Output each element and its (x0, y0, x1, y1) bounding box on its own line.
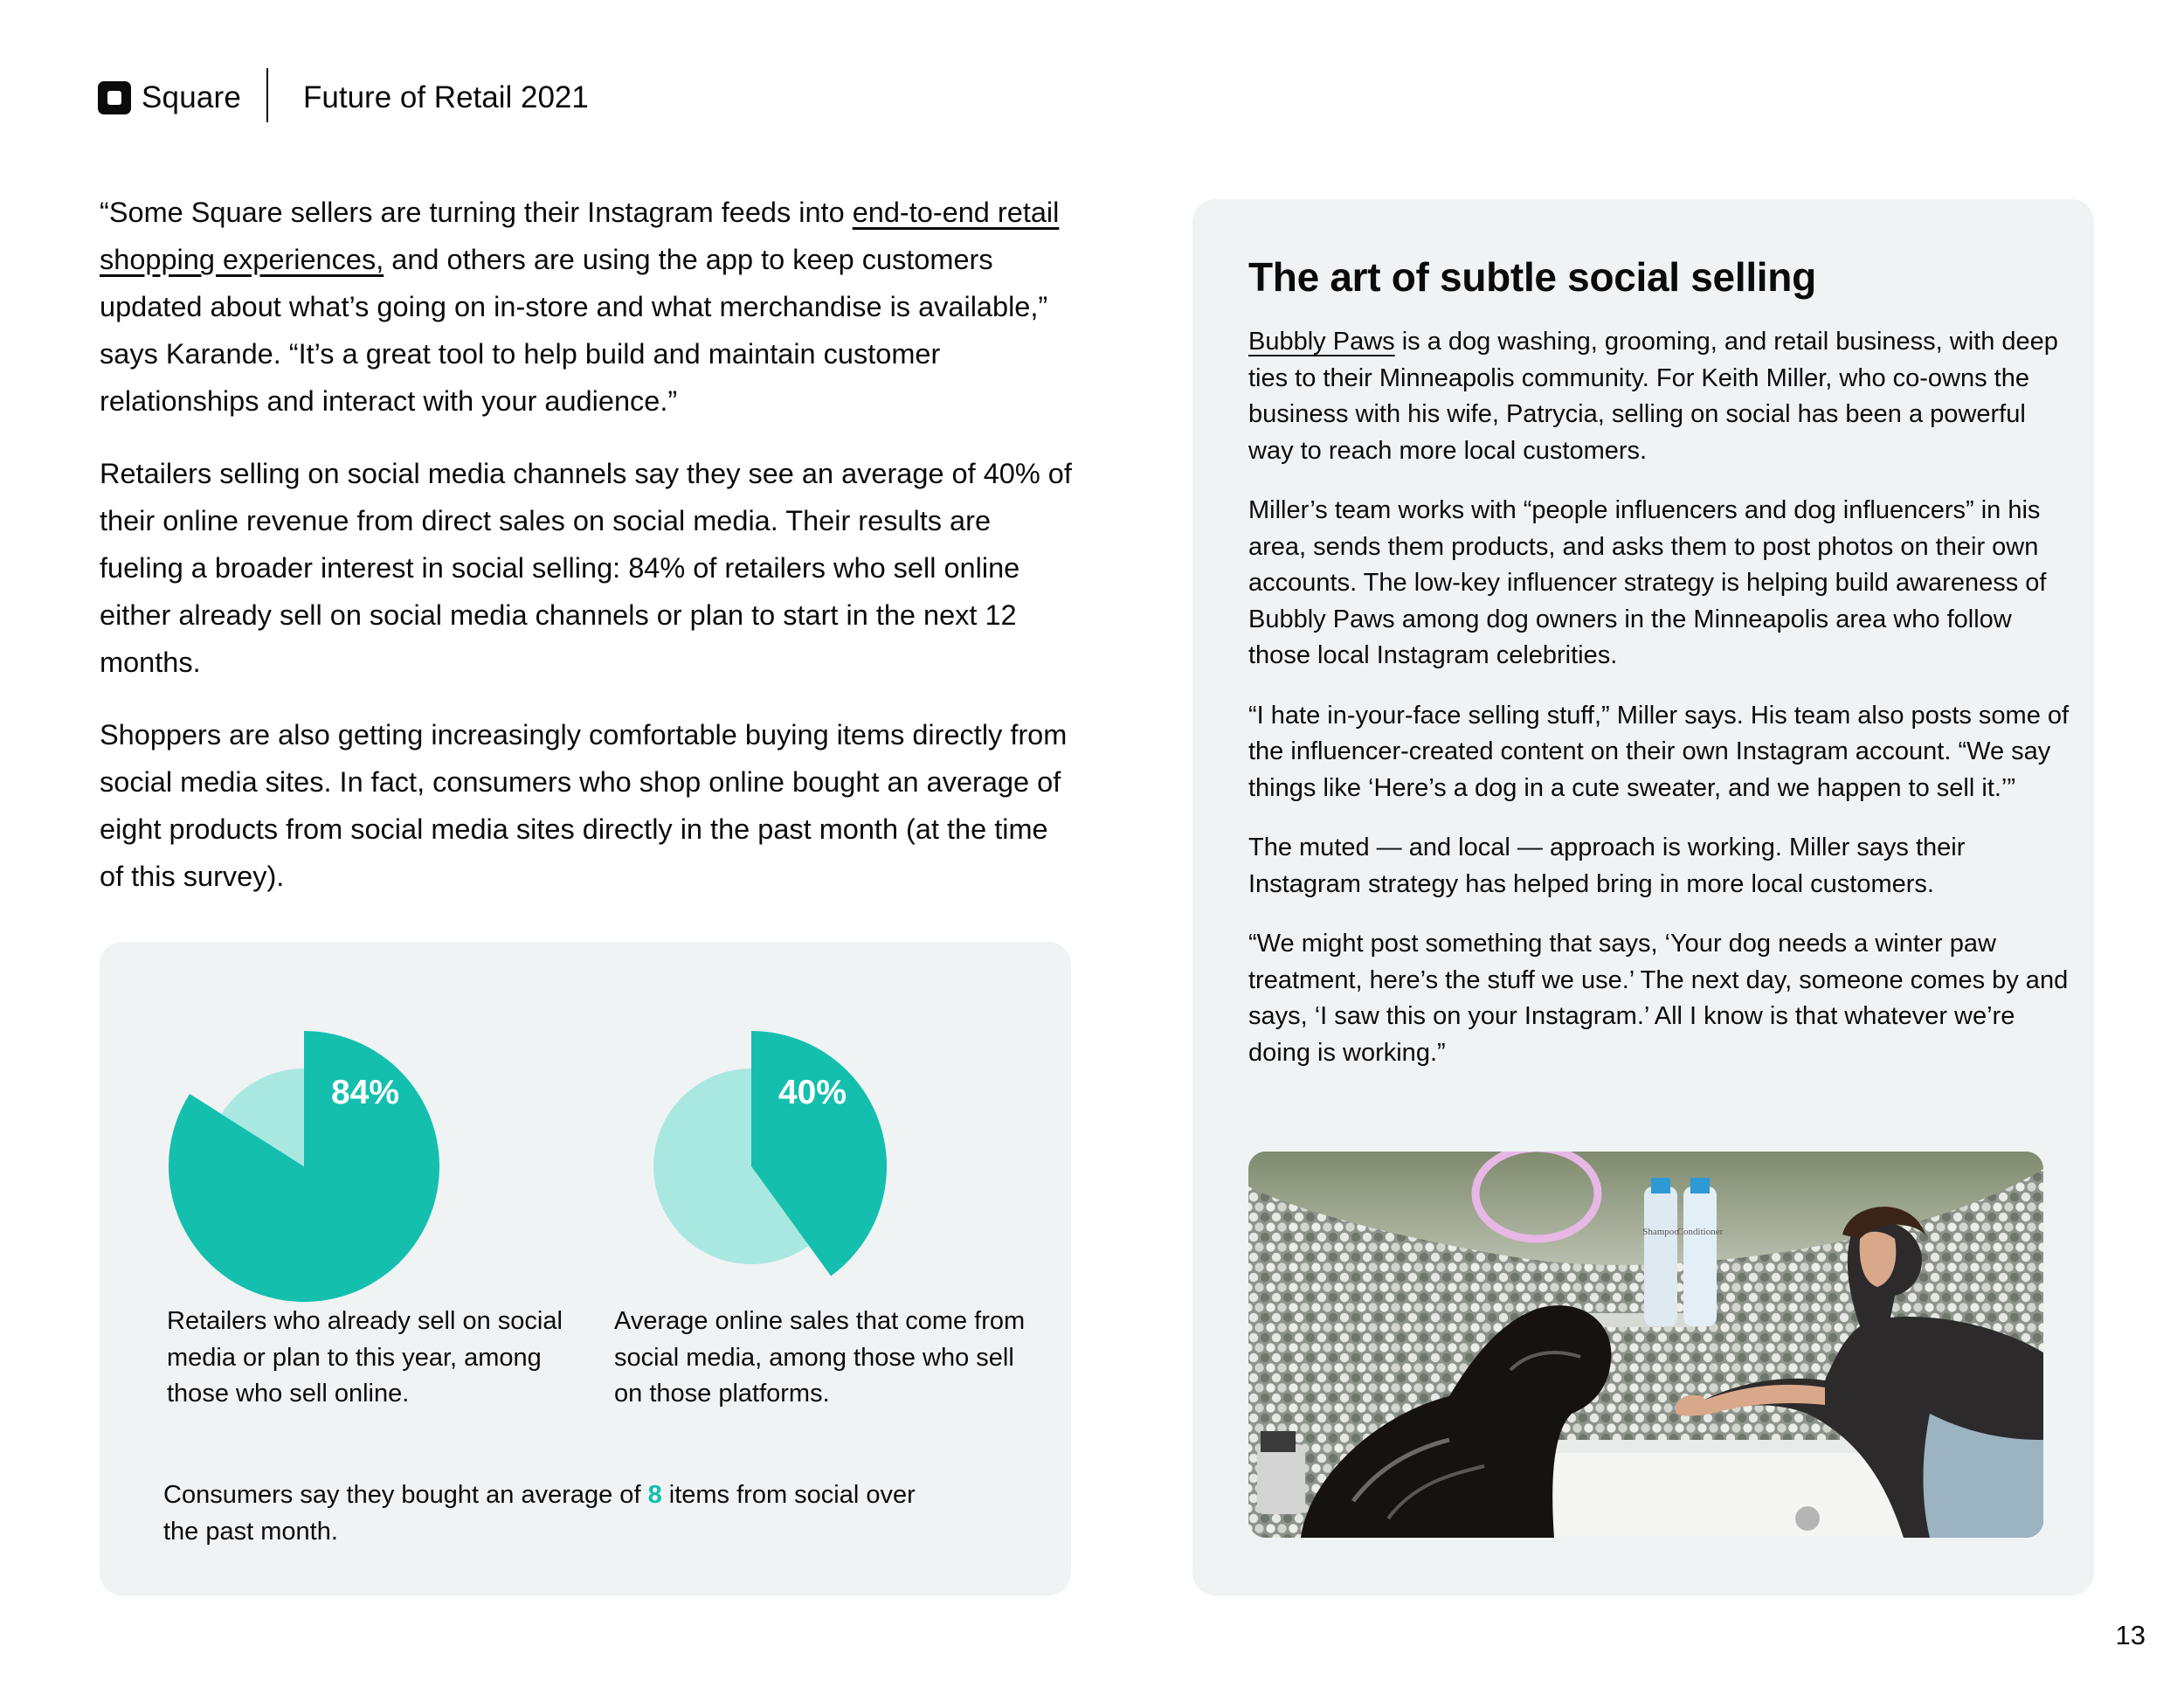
paragraph-3: Shoppers are also getting increasingly comfortable buying items directly from social media sites. In fact, consumers who shop online bought an average of eight products from social media sites directly in the past month (at the time of this survey). (100, 719, 1068, 892)
bottle-label-conditioner: Conditioner (1676, 1227, 1724, 1237)
pie-chart-40 (577, 992, 926, 1341)
sidebar-paragraph-2: Miller’s team works with “people influencers and dog influencers” in his area, sends them products, and asks them to post photos on their own accounts. The low-key influencer strategy is helping build awareness of Bubbly Paws among dog owners in the Minneapolis area who follow those local Instagram celebrities. (1248, 496, 2047, 669)
photo-illustration (1248, 1152, 2043, 1538)
header-divider (266, 68, 268, 122)
stat-caption-40: Average online sales that come from social media, among those who sell on those platforms. (614, 1307, 1026, 1408)
pie-slice-primary (169, 1031, 439, 1302)
pie-value-label: 84% (330, 1074, 400, 1111)
pie-value-label: 40% (778, 1074, 847, 1111)
brand-logo (98, 77, 241, 119)
square-logo-icon (98, 81, 131, 114)
sidebar-body (1248, 324, 2070, 1095)
sidebar-paragraph-4: The muted — and local — approach is working. Miller says their Instagram strategy has helped bring in more local customers. (1248, 834, 1966, 898)
paragraph-1: “Some Square sellers are turning their Instagram feeds into end-to-end retail shopping experiences, and others are using the app to keep customers updated about what’s going on in-store and what merchandise is available,” says Karande. “It’s a great tool to help build and maintain customer relationships and interact with your audience.” (100, 197, 1060, 417)
sidebar-title: The art of subtle social selling (1248, 254, 1816, 300)
bubbly-paws-link[interactable]: Bubbly Paws (1248, 328, 1395, 356)
document-title: Future of Retail 2021 (303, 80, 589, 114)
highlight-number: 8 (647, 1481, 662, 1509)
bottle-label-shampoo: Shampoo (1642, 1227, 1679, 1237)
dog-washing-photo (1248, 1152, 2043, 1538)
consumers-stat: Consumers say they bought an average of 8 items from social over the past month. (163, 1481, 916, 1546)
sidebar-paragraph-3: “I hate in-your-face selling stuff,” Miller says. His team also posts some of the influencer-created content on their own Instagram account. “We say things like ‘Here’s a dog in a cute sweater, and we happen to sell it.’” (1248, 701, 2070, 802)
paragraph-2: Retailers selling on social media channels say they see an average of 40% of their online revenue from direct sales on social media. Their results are fueling a broader interest in social selling: 84% of retailers who sell online either already sell on social media channels or plan to start in the next 12 months. (100, 458, 1072, 678)
end-to-end-link[interactable]: end-to-end retail shopping experiences, (100, 197, 1060, 275)
sidebar-paragraph-5: “We might post something that says, ‘Your dog needs a winter paw treatment, here’s the stuff we use.’ The next day, someone comes by and says, ‘I saw this on your Instagram.’ All I know is that whatever we’re doing is working.” (1248, 930, 2069, 1067)
pie-chart-84 (129, 992, 479, 1341)
left-column-text (100, 189, 1078, 925)
stat-caption-84: Retailers who already sell on social media or plan to this year, among those who sell online. (167, 1307, 563, 1408)
brand-name: Square (142, 80, 242, 114)
sidebar-paragraph-1: Bubbly Paws is a dog washing, grooming, and retail business, with deep ties to their Minneapolis community. For Keith Miller, who co-owns the business with his wife, Patrycia, selling on social has been a powerful way to reach more local customers. (1248, 328, 2058, 465)
page-number: 13 (2115, 1620, 2146, 1650)
